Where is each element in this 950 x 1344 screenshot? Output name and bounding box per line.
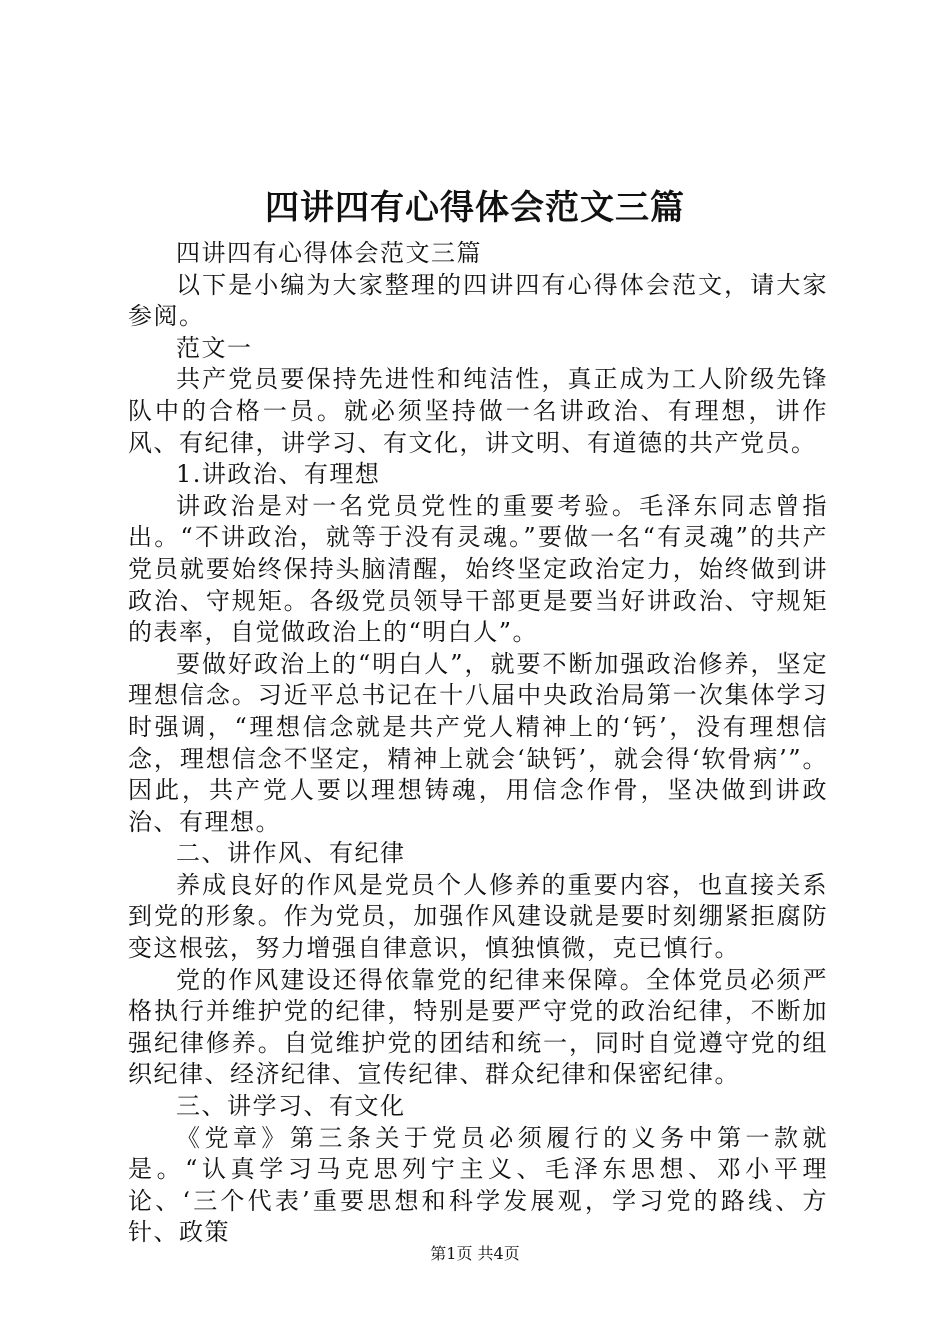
paragraph: 养成良好的作风是党员个人修养的重要内容，也直接关系到党的形象。作为党员，加强作风建设就是要时刻绷紧拒腐防变这根弦，努力增强自律意识，慎独慎微，克已慎行。 xyxy=(128,870,828,963)
paragraph: 《党章》第三条关于党员必须履行的义务中第一款就是。“认真学习马克思列宁主义、毛泽东思想、邓小平理论、‘三个代表’重要思想和科学发展观，学习党的路线、方针、政策 xyxy=(128,1123,828,1247)
paragraph-subtitle: 四讲四有心得体会范文三篇 xyxy=(176,239,482,267)
paragraph: 要做好政治上的“明白人”，就要不断加强政治修养，坚定理想信念。习近平总书记在十八届中央政治局第一次集体学习时强调，“理想信念就是共产党人精神上的‘钙’，没有理想信念，理想信念不坚定，精神上就会‘缺钙’，就会得‘软骨病’”。因此，共产党人要以理想铸魂，用信念作骨，坚决做到讲政治、有理想。 xyxy=(128,649,828,836)
section-heading: 二、讲作风、有纪律 xyxy=(176,839,406,868)
page-footer: 第1页 共4页 xyxy=(430,1244,520,1263)
paragraph: 党的作风建设还得依靠党的纪律来保障。全体党员必须严格执行并维护党的纪律，特别是要严守党的政治纪律，不断加强纪律修养。自觉维护党的团结和统一，同时自觉遵守党的组织纪律、经济纪律、宣传纪律、群众纪律和保密纪律。 xyxy=(128,965,828,1089)
paragraph: 讲政治是对一名党员党性的重要考验。毛泽东同志曾指出。“不讲政治，就等于没有灵魂。”要做一名“有灵魂”的共产党员就要始终保持头脑清醒，始终坚定政治定力，始终做到讲政治、守规矩。各级党员领导干部更是要当好讲政治、守规矩的表率，自觉做政治上的“明白人”。 xyxy=(128,491,828,647)
document-title: 四讲四有心得体会范文三篇 xyxy=(265,188,685,228)
section-heading-sample-one: 范文一 xyxy=(176,333,253,362)
paragraph-intro: 以下是小编为大家整理的四讲四有心得体会范文，请大家参阅。 xyxy=(128,270,828,331)
section-heading: 三、讲学习、有文化 xyxy=(176,1092,406,1121)
section-heading: 1.讲政治、有理想 xyxy=(176,460,381,489)
paragraph: 共产党员要保持先进性和纯洁性，真正成为工人阶级先锋队中的合格一员。就必须坚持做一名讲政治、有理想，讲作风、有纪律，讲学习、有文化，讲文明、有道德的共产党员。 xyxy=(128,365,828,457)
document-body xyxy=(128,238,828,1249)
